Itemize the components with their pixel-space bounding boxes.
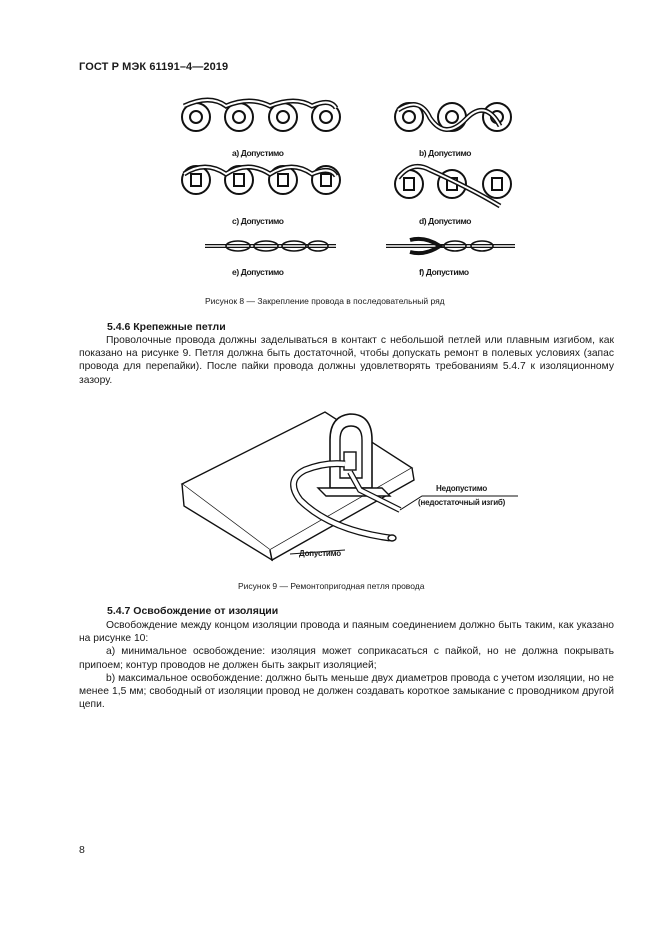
section-547-paragraph-b: b) максимальное освобождение: должно быть меньше двух диаметров провода с учетом изоляции, но не менее 1,5 мм; свободный от изоляции провод не должен создавать короткое замыкание с проводником другой цепи. [79, 672, 614, 711]
fig9-label-acceptable: Допустимо [299, 549, 341, 558]
fig8d-caption: d) Допустимо [419, 216, 472, 226]
section-547-text [79, 619, 614, 711]
page-number: 8 [79, 844, 85, 856]
figure8-title: Рисунок 8 — Закрепление провода в последовательный ряд [205, 296, 445, 306]
fig8e-caption: e) Допустимо [232, 267, 284, 277]
fig8f-caption: f) Допустимо [419, 267, 469, 277]
fig9-label-unacceptable-line2: (недостаточный изгиб) [418, 498, 506, 507]
fig9-label-unacceptable-note [418, 498, 505, 507]
fig8d-drawing [395, 166, 511, 206]
fig8e-drawing [205, 241, 336, 251]
fig8c-caption: c) Допустимо [232, 216, 284, 226]
figure9-illustration [0, 400, 661, 600]
document-header: ГОСТ Р МЭК 61191–4—2019 [79, 61, 229, 73]
section-547-paragraph-a: а) минимальное освобождение: изоляция может соприкасаться с пайкой, но не должна покрывать припоем; контур проводов не должен быть закрыт изоляцией; [79, 646, 614, 671]
fig8b-caption: b) Допустимо [419, 148, 472, 158]
fig8c-drawing [182, 166, 340, 194]
fig8b-drawing [395, 103, 511, 131]
section-546-heading: 5.4.6 Крепежные петли [107, 321, 226, 333]
section-546-text [79, 334, 614, 387]
figure9-title: Рисунок 9 — Ремонтопригодная петля провода [238, 581, 425, 591]
fig9-label-unacceptable [436, 484, 487, 493]
section-546-paragraph: Проволочные провода должны заделываться в контакт с небольшой петлей или плавным изгибом, как показано на рисунке 9. Петля должна быть достаточной, чтобы допускать ремонт в полевых условиях (запас провода для перепайки). После пайки провода должны удовлетворять требованиям 5.4.7 к изоляционному зазору. [79, 335, 614, 386]
fig9-label-unacceptable-line1: Недопустимо [436, 484, 488, 493]
figure8-illustration [0, 0, 661, 300]
fig8f-drawing [386, 239, 515, 253]
section-547-heading: 5.4.7 Освобождение от изоляции [107, 605, 279, 617]
fig8a-drawing [182, 100, 340, 131]
fig8a-caption: a) Допустимо [232, 148, 284, 158]
section-547-paragraph-1: Освобождение между концом изоляции провода и паяным соединением должно быть таким, как указано на рисунке 10: [79, 620, 614, 645]
